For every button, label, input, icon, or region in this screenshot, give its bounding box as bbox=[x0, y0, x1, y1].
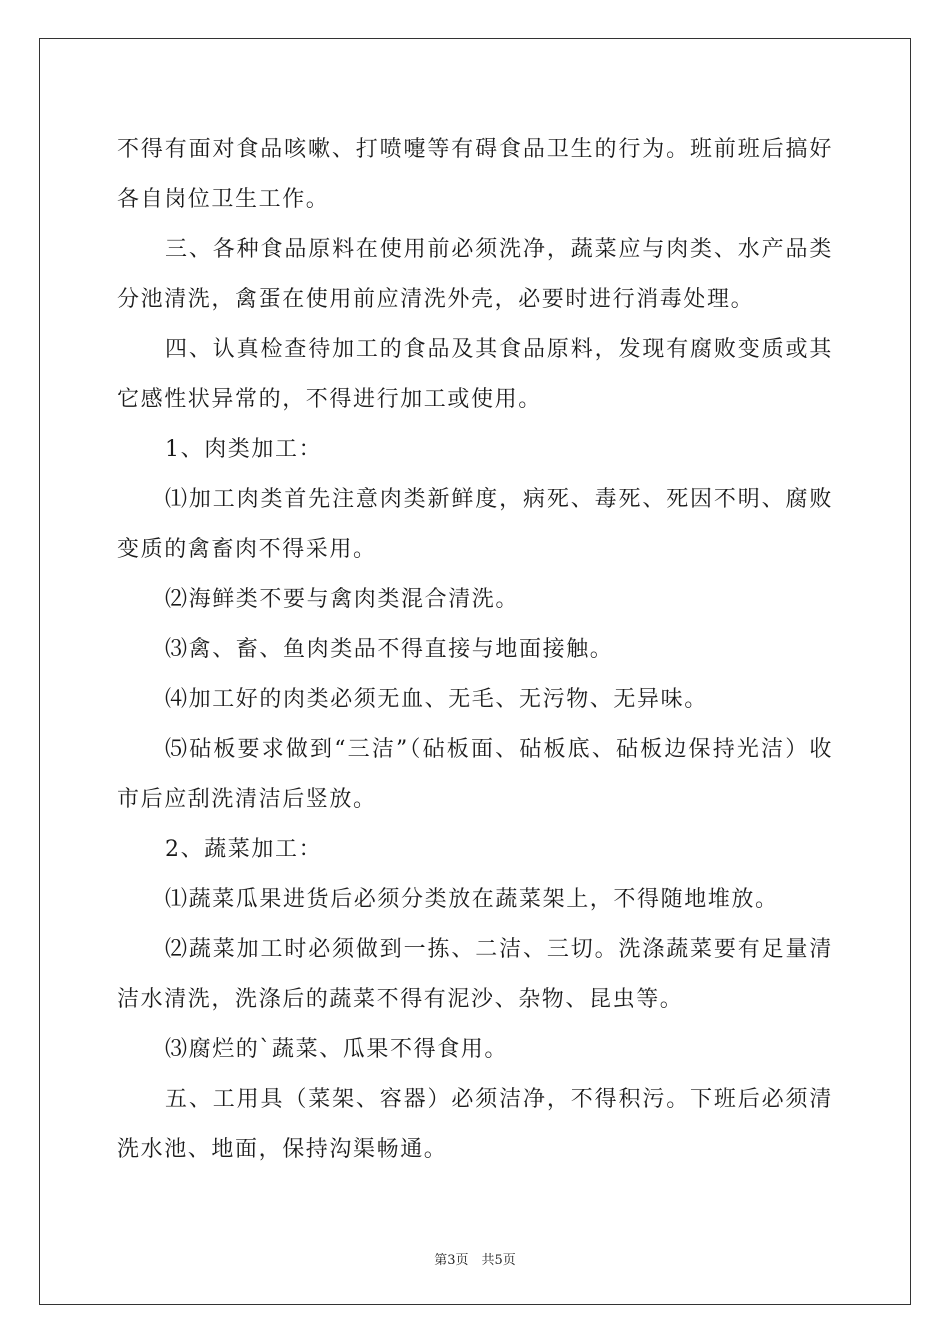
paragraph-9: ⑸砧板要求做到“三洁”（砧板面、砧板底、砧板边保持光洁）收市后应刮洗清洁后竖放。 bbox=[117, 737, 833, 812]
paragraph-6: ⑵海鲜类不要与禽肉类混合清洗。 bbox=[165, 587, 520, 612]
paragraph-12: ⑵蔬菜加工时必须做到一拣、二洁、三切。洗涤蔬菜要有足量清洁水清洗，洗涤后的蔬菜不得有泥沙、杂物、昆虫等。 bbox=[117, 937, 833, 1012]
paragraph-4: 1、肉类加工： bbox=[165, 437, 323, 462]
paragraph-2: 三、各种食品原料在使用前必须洗净，蔬菜应与肉类、水产品类分池清洗，禽蛋在使用前应清洗外壳，必要时进行消毒处理。 bbox=[117, 237, 833, 312]
paragraph-10: 2、蔬菜加工： bbox=[165, 837, 323, 862]
document-body bbox=[117, 125, 833, 1175]
page-footer: 第3页 共5页 bbox=[434, 1253, 516, 1268]
paragraph-5: ⑴加工肉类首先注意肉类新鲜度，病死、毒死、死因不明、腐败变质的禽畜肉不得采用。 bbox=[117, 487, 833, 562]
paragraph-13: ⑶腐烂的`蔬菜、瓜果不得食用。 bbox=[165, 1037, 509, 1062]
paragraph-14: 五、工用具（菜架、容器）必须洁净，不得积污。下班后必须清洗水池、地面，保持沟渠畅通。 bbox=[117, 1087, 833, 1162]
paragraph-11: ⑴蔬菜瓜果进货后必须分类放在蔬菜架上，不得随地堆放。 bbox=[165, 887, 779, 912]
paragraph-1: 不得有面对食品咳嗽、打喷嚏等有碍食品卫生的行为。班前班后搞好各自岗位卫生工作。 bbox=[117, 137, 833, 212]
paragraph-8: ⑷加工好的肉类必须无血、无毛、无污物、无异味。 bbox=[165, 687, 708, 712]
paragraph-7: ⑶禽、畜、鱼肉类品不得直接与地面接触。 bbox=[165, 637, 614, 662]
paragraph-3: 四、认真检查待加工的食品及其食品原料，发现有腐败变质或其它感性状异常的，不得进行加工或使用。 bbox=[117, 337, 833, 412]
